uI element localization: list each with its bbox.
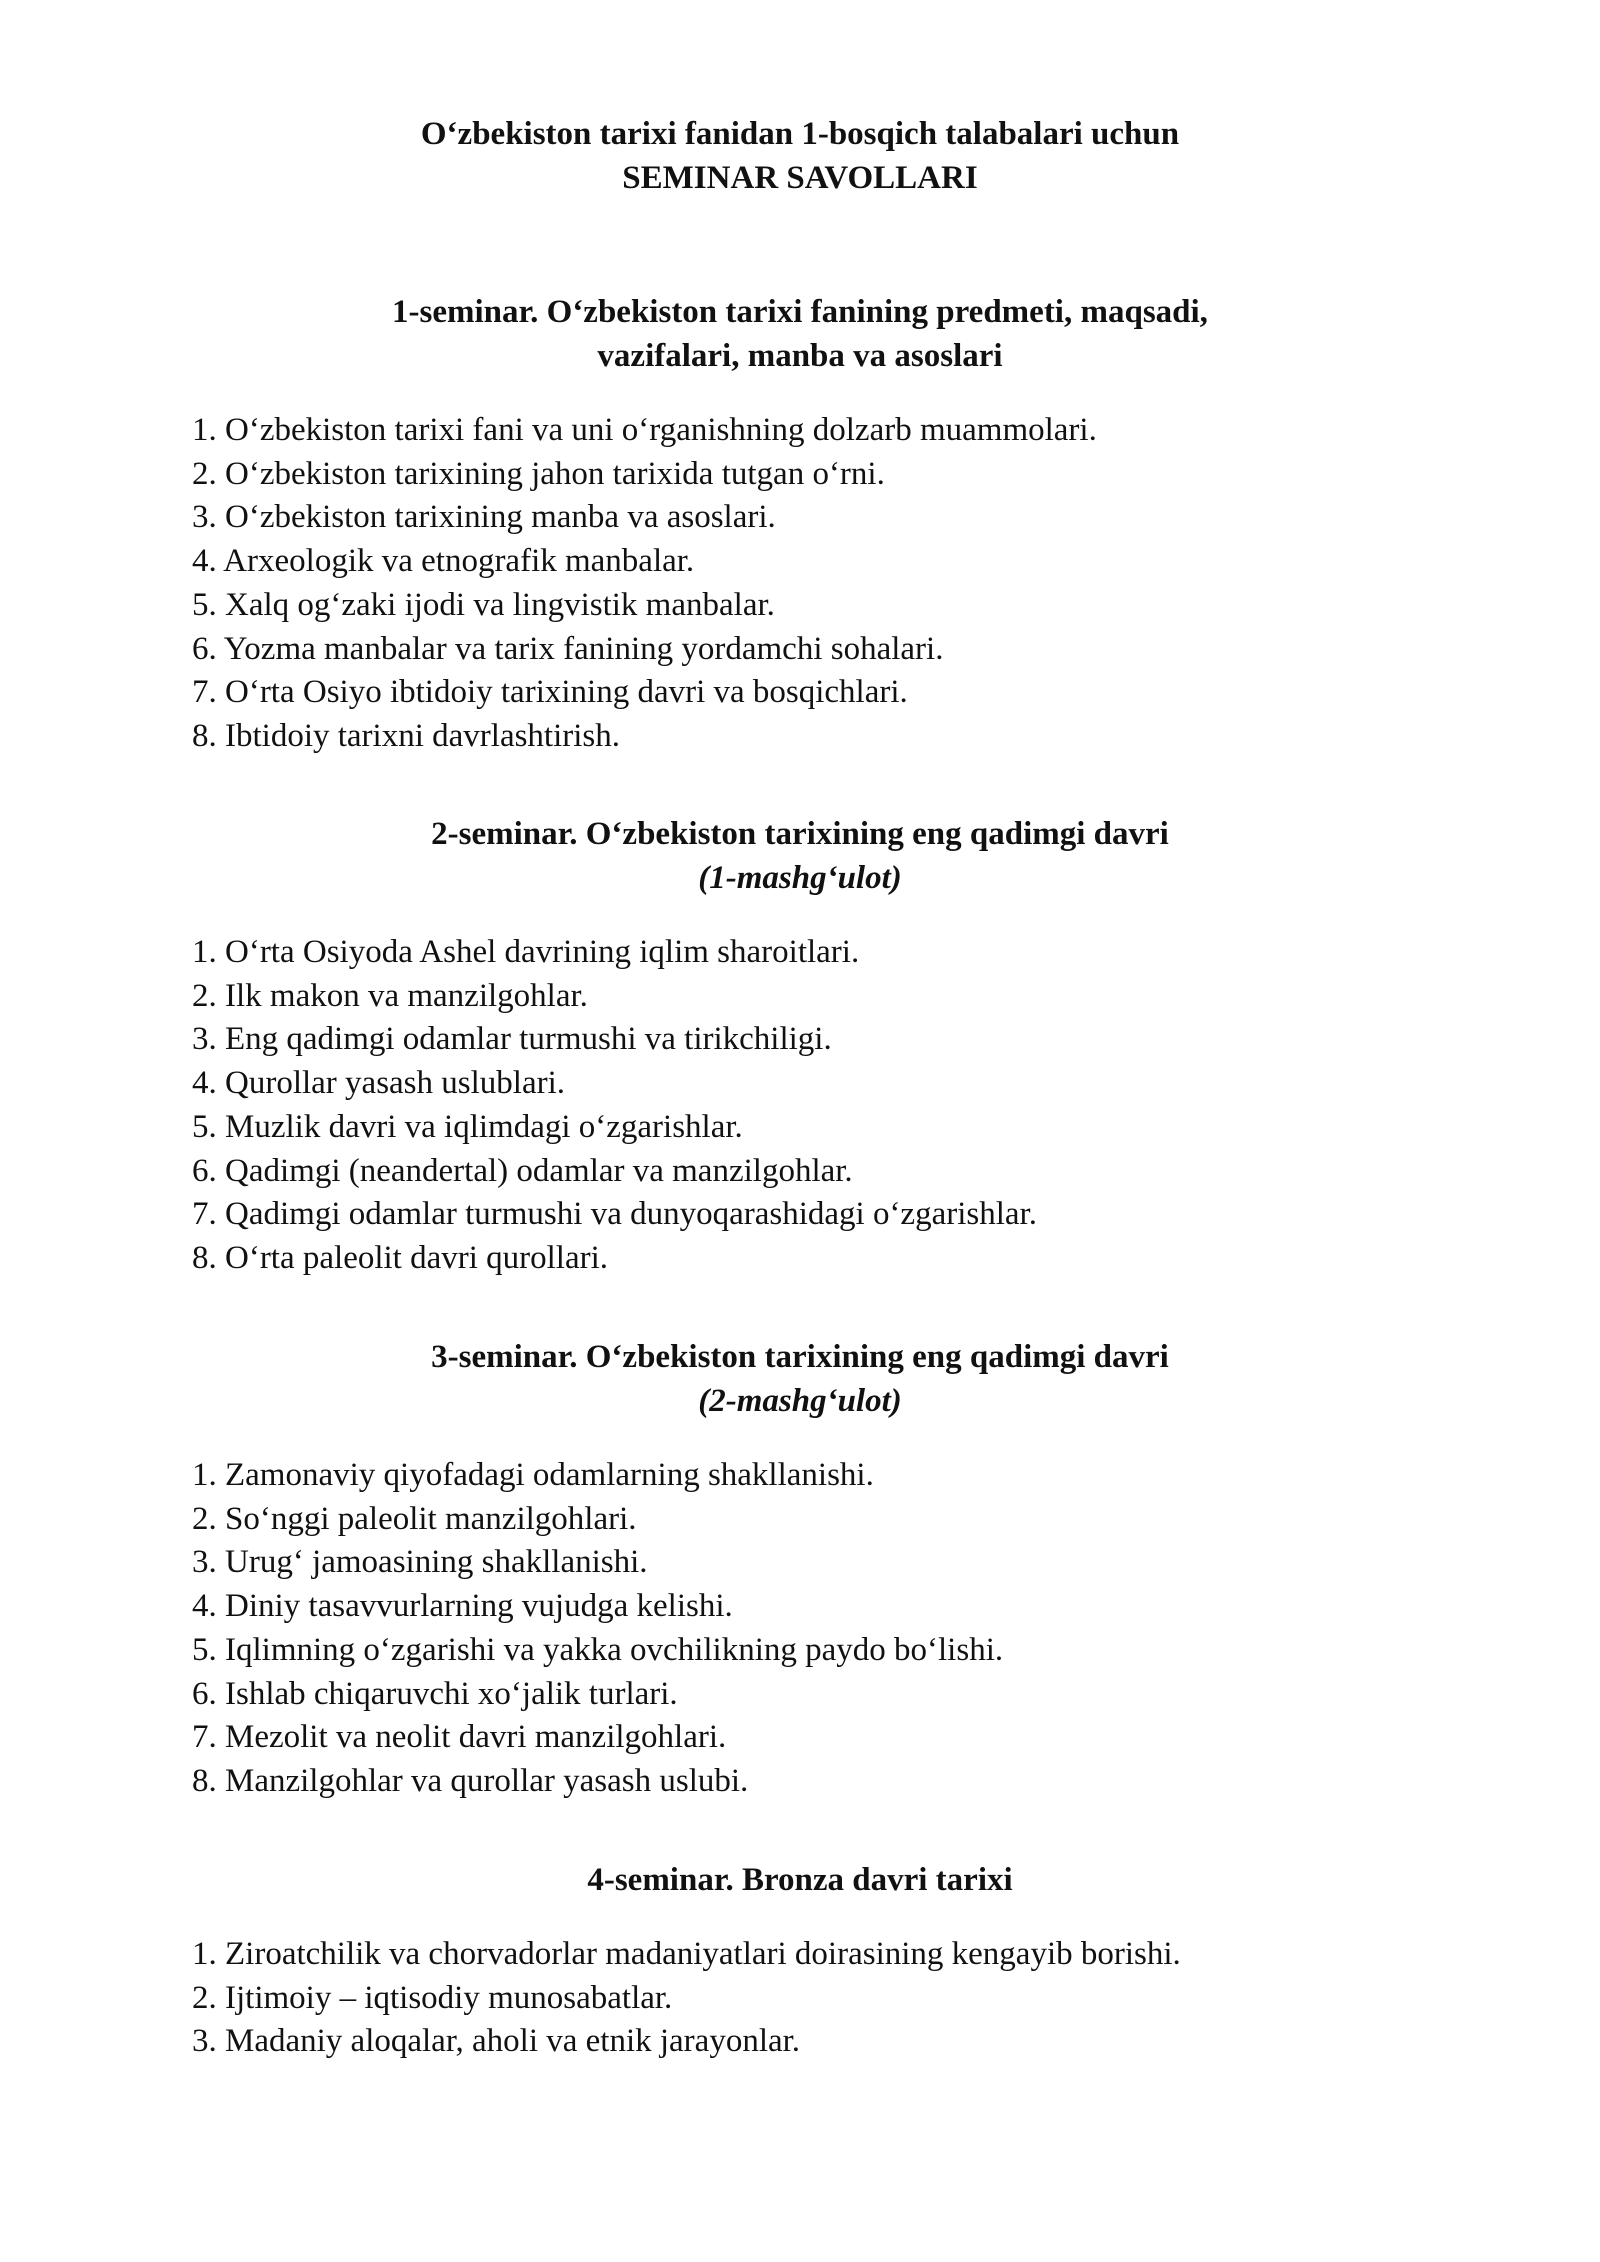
list-item: 3. Urug‘ jamoasining shakllanishi. <box>192 1544 648 1581</box>
list-item: 8. Manzilgohlar va qurollar yasash uslubi. <box>192 1762 749 1799</box>
question-list <box>0 409 1600 759</box>
section-subheading: (1-mashg‘ulot) <box>698 860 902 896</box>
list-item: 4. Qurollar yasash uslublari. <box>192 1065 566 1102</box>
list-item: 2. O‘zbekiston tarixining jahon tarixida tutgan o‘rni. <box>192 455 885 492</box>
list-item: 6. Qadimgi (neandertal) odamlar va manzilgohlar. <box>192 1152 853 1189</box>
section-heading: 2-seminar. O‘zbekiston tarixining eng qadimgi davri <box>431 816 1169 852</box>
list-item: 7. Qadimgi odamlar turmushi va dunyoqarashidagi o‘zgarishlar. <box>192 1196 1037 1233</box>
list-item: 3. O‘zbekiston tarixining manba va asoslari. <box>192 499 776 536</box>
list-item: 7. Mezolit va neolit davri manzilgohlari. <box>192 1719 727 1756</box>
list-item: 4. Arxeologik va etnografik manbalar. <box>192 543 695 580</box>
section-heading <box>0 290 1600 378</box>
seminar-section-3 <box>0 1335 1600 1804</box>
list-item: 8. O‘rta paleolit davri qurollari. <box>192 1239 609 1276</box>
section-heading: 4-seminar. Bronza davri tarixi <box>587 1862 1013 1898</box>
list-item: 6. Yozma manbalar va tarix fanining yordamchi sohalari. <box>192 630 944 667</box>
seminar-section-2 <box>0 812 1600 1281</box>
section-heading-line-2: vazifalari, manba va asoslari <box>597 338 1003 374</box>
list-item: 7. O‘rta Osiyo ibtidoiy tarixining davri va bosqichlari. <box>192 674 908 711</box>
question-list <box>0 1454 1600 1804</box>
section-heading-line-1: 1-seminar. O‘zbekiston tarixi fanining predmeti, maqsadi, <box>392 294 1208 330</box>
list-item: 3. Madaniy aloqalar, aholi va etnik jarayonlar. <box>192 2023 801 2060</box>
list-item: 1. Ziroatchilik va chorvadorlar madaniyatlari doirasining kengayib borishi. <box>192 1936 1181 1972</box>
list-item: 2. So‘nggi paleolit manzilgohlari. <box>192 1500 637 1537</box>
document-title <box>0 112 1600 200</box>
list-item: 8. Ibtidoiy tarixni davrlashtirish. <box>192 717 621 754</box>
section-heading: 3-seminar. O‘zbekiston tarixining eng qadimgi davri <box>431 1339 1169 1375</box>
seminar-section-1 <box>0 290 1600 759</box>
list-item: 5. Xalq og‘zaki ijodi va lingvistik manbalar. <box>192 586 775 623</box>
section-subheading: (2-mashg‘ulot) <box>698 1383 902 1419</box>
list-item: 2. Ilk makon va manzilgohlar. <box>192 977 588 1014</box>
list-item: 5. Iqlimning o‘zgarishi va yakka ovchilikning paydo bo‘lishi. <box>192 1631 1004 1668</box>
list-item: 4. Diniy tasavvurlarning vujudga kelishi. <box>192 1588 733 1625</box>
list-item: 1. O‘zbekiston tarixi fani va uni o‘rganishning dolzarb muammolari. <box>192 412 1097 448</box>
question-list <box>0 1933 1600 2064</box>
seminar-section-4 <box>0 1858 1600 2064</box>
list-item: 1. O‘rta Osiyoda Ashel davrining iqlim sharoitlari. <box>192 934 860 970</box>
list-item: 5. Muzlik davri va iqlimdagi o‘zgarishlar. <box>192 1108 743 1145</box>
document-title-line-1: O‘zbekiston tarixi fanidan 1-bosqich talabalari uchun <box>420 116 1180 152</box>
document-title-line-2: SEMINAR SAVOLLARI <box>622 160 978 196</box>
list-item: 3. Eng qadimgi odamlar turmushi va tirikchiligi. <box>192 1021 832 1058</box>
list-item: 6. Ishlab chiqaruvchi xo‘jalik turlari. <box>192 1675 678 1712</box>
question-list <box>0 931 1600 1281</box>
list-item: 1. Zamonaviy qiyofadagi odamlarning shakllanishi. <box>192 1457 874 1493</box>
list-item: 2. Ijtimoiy – iqtisodiy munosabatlar. <box>192 1979 673 2016</box>
